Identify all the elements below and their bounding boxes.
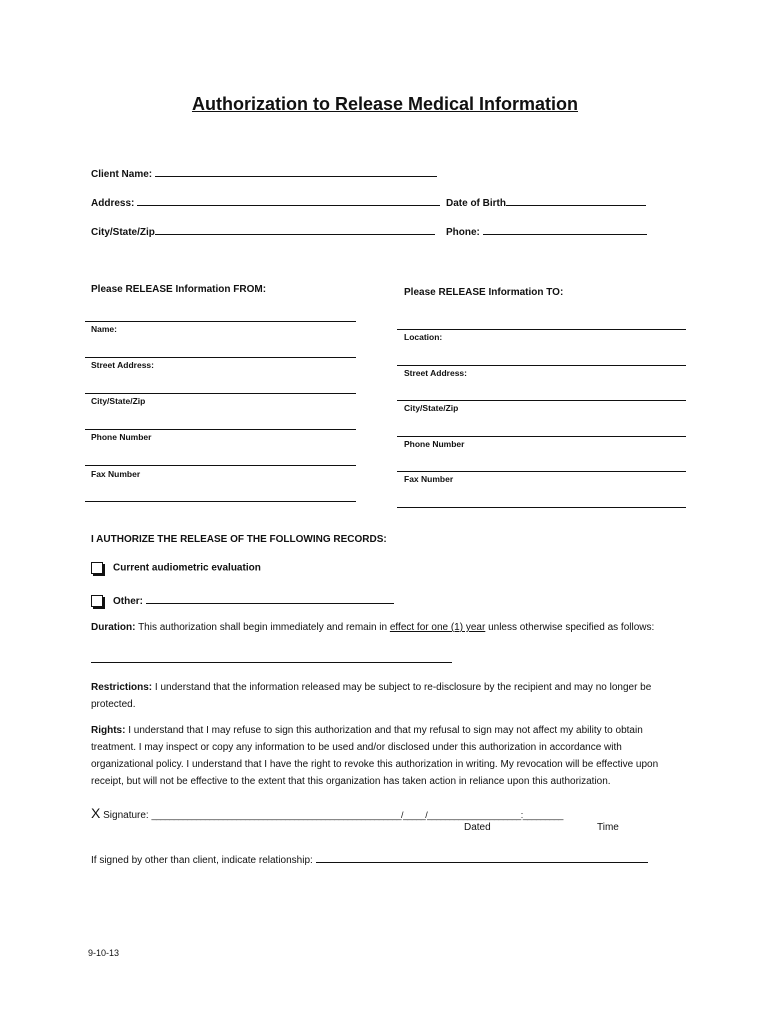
duration-row xyxy=(91,622,654,633)
footer-date: 9-10-13 xyxy=(88,948,120,958)
to-city-label: City/State/Zip xyxy=(404,403,459,413)
records-heading: I AUTHORIZE THE RELEASE OF THE FOLLOWING RECORDS: xyxy=(91,534,387,545)
duration-text-b: unless otherwise specified as follows: xyxy=(488,622,655,633)
from-name-field[interactable] xyxy=(85,357,356,358)
to-city-field[interactable] xyxy=(397,436,686,437)
from-city-label: City/State/Zip xyxy=(91,396,146,406)
restrictions-paragraph xyxy=(91,679,681,713)
duration-field[interactable] xyxy=(91,662,452,663)
other-label: Other: xyxy=(113,596,143,607)
client-name-field[interactable] xyxy=(155,166,437,177)
from-phone-label: Phone Number xyxy=(91,432,152,442)
dob-label: Date of Birth xyxy=(446,198,506,209)
client-city-label: City/State/Zip xyxy=(91,227,155,238)
from-street-label: Street Address: xyxy=(91,360,154,370)
time-label: Time xyxy=(597,822,619,833)
signature-field[interactable]: ________________________________________________________/_____/_____________________:_________ xyxy=(151,810,563,820)
client-city-row xyxy=(91,224,435,238)
from-fax-field[interactable] xyxy=(85,501,356,502)
signature-row xyxy=(91,805,563,821)
relationship-field[interactable] xyxy=(316,852,648,863)
rights-paragraph xyxy=(91,722,681,790)
address-field[interactable] xyxy=(137,195,440,206)
phone-field[interactable] xyxy=(483,224,647,235)
to-heading: Please RELEASE Information TO: xyxy=(404,287,564,298)
from-name-label: Name: xyxy=(91,324,117,334)
restrictions-text: I understand that the information released may be subject to re-disclosure by the recipient and may no longer be protected. xyxy=(91,682,652,710)
duration-underlined: effect for one (1) year xyxy=(389,622,486,633)
phone-row xyxy=(446,224,647,238)
signature-label: Signature: xyxy=(103,810,149,821)
address-row xyxy=(91,195,440,209)
other-field[interactable] xyxy=(146,593,394,604)
to-street-field[interactable] xyxy=(397,400,686,401)
rights-text: I understand that I may refuse to sign this authorization and that my refusal to sign may not affect my ability to obtain treatment. I may inspect or copy any information to be used and/or disclosed under this authorization in accordance with organizational policy. I understand that I have the right to revoke this authorization in writing. My revocation will be effective upon receipt, but will not be effective to the extent that this organization has taken action in reliance upon this authorization. xyxy=(91,725,659,787)
rights-label: Rights: xyxy=(91,725,126,736)
audiometric-label: Current audiometric evaluation xyxy=(113,562,261,574)
client-name-row xyxy=(91,166,437,180)
dob-field[interactable] xyxy=(506,195,646,206)
client-name-label: Client Name: xyxy=(91,169,153,180)
form-title: Authorization to Release Medical Information xyxy=(191,94,579,114)
from-phone-field[interactable] xyxy=(85,465,356,466)
address-label: Address: xyxy=(91,198,135,209)
relationship-label: If signed by other than client, indicate relationship: xyxy=(91,855,313,866)
duration-text-a: This authorization shall begin immediately and remain in xyxy=(138,622,388,633)
other-checkbox[interactable] xyxy=(91,595,103,607)
to-location-label: Location: xyxy=(404,332,443,342)
dated-label: Dated xyxy=(464,822,491,833)
from-city-field[interactable] xyxy=(85,429,356,430)
from-fax-label: Fax Number xyxy=(91,469,141,479)
client-city-field[interactable] xyxy=(155,224,435,235)
to-location-field[interactable] xyxy=(397,365,686,366)
dob-row xyxy=(446,195,646,209)
to-phone-label: Phone Number xyxy=(404,439,465,449)
from-street-field[interactable] xyxy=(85,393,356,394)
to-phone-field[interactable] xyxy=(397,471,686,472)
to-line xyxy=(397,329,686,330)
to-fax-field[interactable] xyxy=(397,507,686,508)
to-fax-label: Fax Number xyxy=(404,474,454,484)
to-street-label: Street Address: xyxy=(404,368,467,378)
audiometric-checkbox[interactable] xyxy=(91,562,103,574)
signature-x-mark: X xyxy=(91,805,101,821)
restrictions-label: Restrictions: xyxy=(91,682,153,693)
record-option-other xyxy=(91,593,394,607)
record-option-audiometric xyxy=(91,562,261,574)
from-heading: Please RELEASE Information FROM: xyxy=(91,284,267,295)
from-line xyxy=(85,321,356,322)
relationship-row xyxy=(91,852,648,866)
duration-label: Duration: xyxy=(91,622,136,633)
phone-label: Phone: xyxy=(446,227,480,238)
